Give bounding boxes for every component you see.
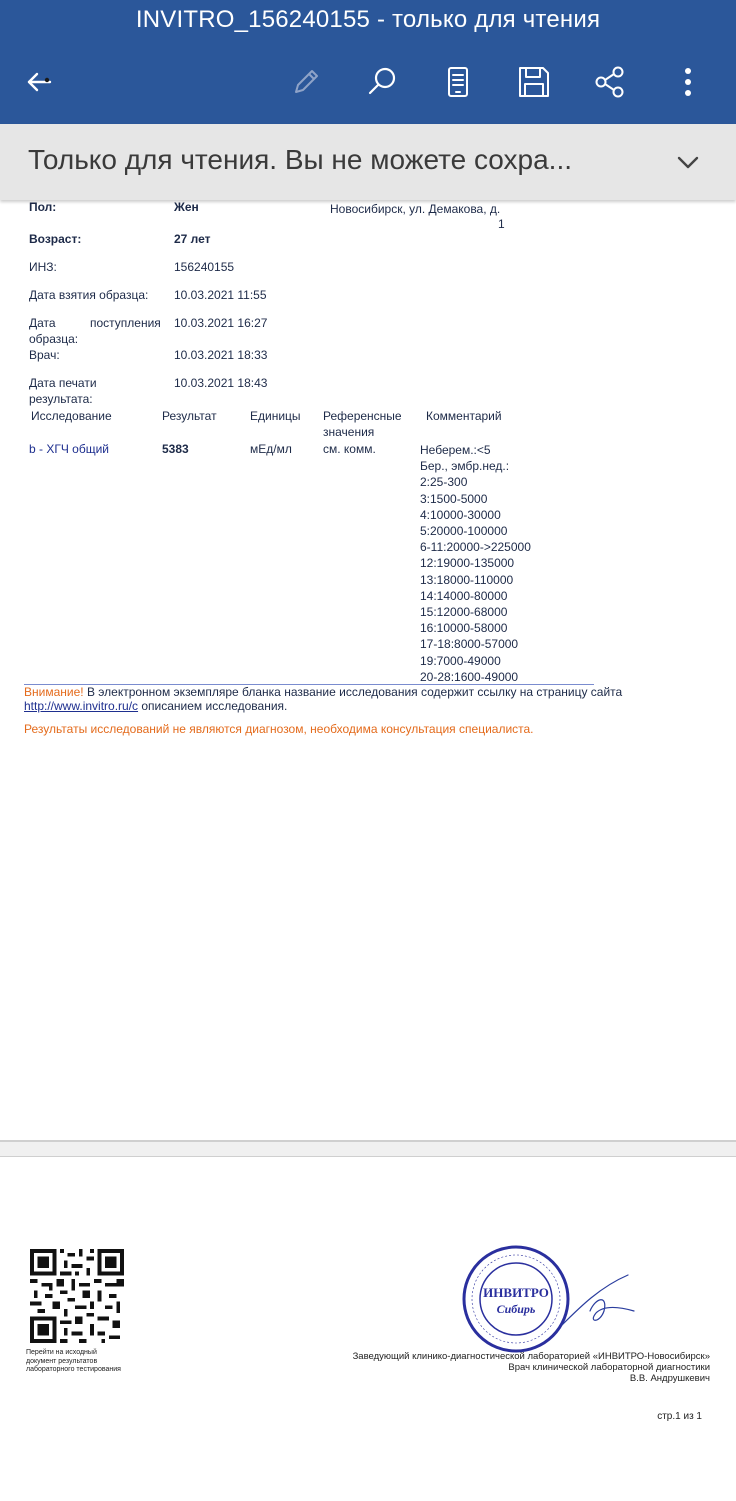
- page-gap: [0, 1142, 736, 1156]
- comment-line: 20-28:1600-49000: [420, 669, 519, 684]
- stamp-text-1: ИНВИТРО: [483, 1285, 549, 1300]
- chevron-down-icon[interactable]: [672, 146, 704, 178]
- comment-line: 6-11:20000->225000: [420, 540, 531, 555]
- age-value: 27 лет: [174, 232, 211, 246]
- comment-list: [420, 442, 531, 685]
- qr-caption: [26, 1349, 136, 1375]
- receipt-date-label-2: поступления: [90, 316, 161, 330]
- read-only-banner[interactable]: [0, 124, 736, 200]
- comment-line: 14:14000-80000: [420, 588, 508, 603]
- signature-line: В.В. Андрушкевич: [629, 1373, 710, 1384]
- print-date-value: 10.03.2021 18:43: [174, 376, 268, 390]
- sample-date-label: Дата взятия образца:: [29, 288, 149, 302]
- invitro-link[interactable]: http://www.invitro.ru/c: [24, 699, 139, 713]
- document-page-1: [0, 190, 736, 1142]
- header-reference-1: Референсные: [323, 409, 402, 423]
- reference-value: см. комм.: [323, 442, 376, 456]
- disclaimer: Результаты исследований не являются диагнозом, необходима консультация специалиста.: [24, 722, 534, 736]
- attention-note: [24, 685, 714, 699]
- share-icon[interactable]: [588, 60, 632, 104]
- page-number: стр.1 из 1: [657, 1411, 702, 1422]
- attention-word: Внимание!: [24, 685, 84, 699]
- document-page-footer: [0, 1156, 736, 1501]
- doctor-label: Врач:: [29, 348, 60, 362]
- read-only-message: Только для чтения. Вы не можете сохра...: [28, 144, 573, 175]
- print-date-label-1: Дата печати: [29, 376, 97, 390]
- comment-line: 15:12000-68000: [420, 605, 508, 620]
- comment-line: 17-18:8000-57000: [420, 637, 519, 652]
- header-test: Исследование: [31, 409, 112, 423]
- header-result: Результат: [162, 409, 217, 423]
- sex-label: Пол:: [29, 200, 57, 214]
- search-icon[interactable]: [360, 60, 404, 104]
- link-tail: описанием исследования.: [138, 699, 288, 713]
- comment-line: 13:18000-110000: [420, 572, 514, 587]
- sample-date-value: 10.03.2021 11:55: [174, 288, 267, 302]
- signature-icon: [560, 1267, 640, 1337]
- attention-text: В электронном экземпляре бланка название исследования содержит ссылку на страницу сайта: [83, 685, 623, 699]
- comment-line: 3:1500-5000: [420, 491, 488, 506]
- reading-view-icon[interactable]: [436, 60, 480, 104]
- print-date-label-2: результата:: [29, 392, 93, 406]
- edit-icon[interactable]: [284, 60, 328, 104]
- comment-line: 2:25-300: [420, 475, 468, 490]
- more-icon[interactable]: [666, 60, 710, 104]
- header-reference-2: значения: [323, 425, 375, 439]
- address-line-2: 1: [498, 217, 505, 231]
- link-note: [24, 699, 287, 713]
- qr-caption-line: документ результатов: [26, 1357, 98, 1365]
- comment-line: 4:10000-30000: [420, 507, 501, 522]
- qr-caption-line: Перейти на исходный: [26, 1349, 97, 1356]
- signature-block: [353, 1351, 710, 1384]
- receipt-date-label-3: образца:: [29, 332, 79, 346]
- comment-line: Неберем.:<5: [420, 443, 491, 457]
- inz-label: ИНЗ:: [29, 260, 57, 274]
- doctor-value: 10.03.2021 18:33: [174, 348, 268, 362]
- comment-line: 12:19000-135000: [420, 556, 515, 571]
- window-title: INVITRO_156240155 - только для чтения: [135, 6, 601, 33]
- app-toolbar: [0, 0, 736, 124]
- comment-line: 19:7000-49000: [420, 653, 501, 668]
- receipt-date-label-1: Дата: [29, 316, 56, 330]
- inz-value: 156240155: [174, 260, 235, 274]
- signature-line: Заведующий клинико-диагностической лабораторией «ИНВИТРО-Новосибирск»: [352, 1351, 710, 1362]
- header-comment: Комментарий: [426, 409, 502, 423]
- sex-value: Жен: [174, 200, 199, 214]
- comment-line: Бер., эмбр.нед.:: [420, 459, 510, 474]
- address-line-1: Новосибирск, ул. Демакова, д.: [330, 202, 501, 216]
- comment-line: 16:10000-58000: [420, 621, 508, 636]
- back-icon[interactable]: [18, 60, 62, 104]
- qr-code-icon[interactable]: [30, 1249, 124, 1343]
- header-units: Единицы: [250, 409, 301, 423]
- lab-stamp-icon: [460, 1243, 572, 1355]
- test-name-link[interactable]: b - ХГЧ общий: [29, 442, 109, 456]
- receipt-date-value: 10.03.2021 16:27: [174, 316, 268, 330]
- age-label: Возраст:: [29, 232, 82, 246]
- save-icon[interactable]: [512, 60, 556, 104]
- result-value: 5383: [162, 442, 189, 456]
- qr-caption-line: лабораторного тестирования: [26, 1366, 121, 1373]
- signature-line: Врач клинической лабораторной диагностики: [508, 1362, 710, 1373]
- units-value: мЕд/мл: [250, 442, 292, 456]
- stamp-text-2: Сибирь: [496, 1302, 536, 1316]
- comment-line: 5:20000-100000: [420, 524, 508, 539]
